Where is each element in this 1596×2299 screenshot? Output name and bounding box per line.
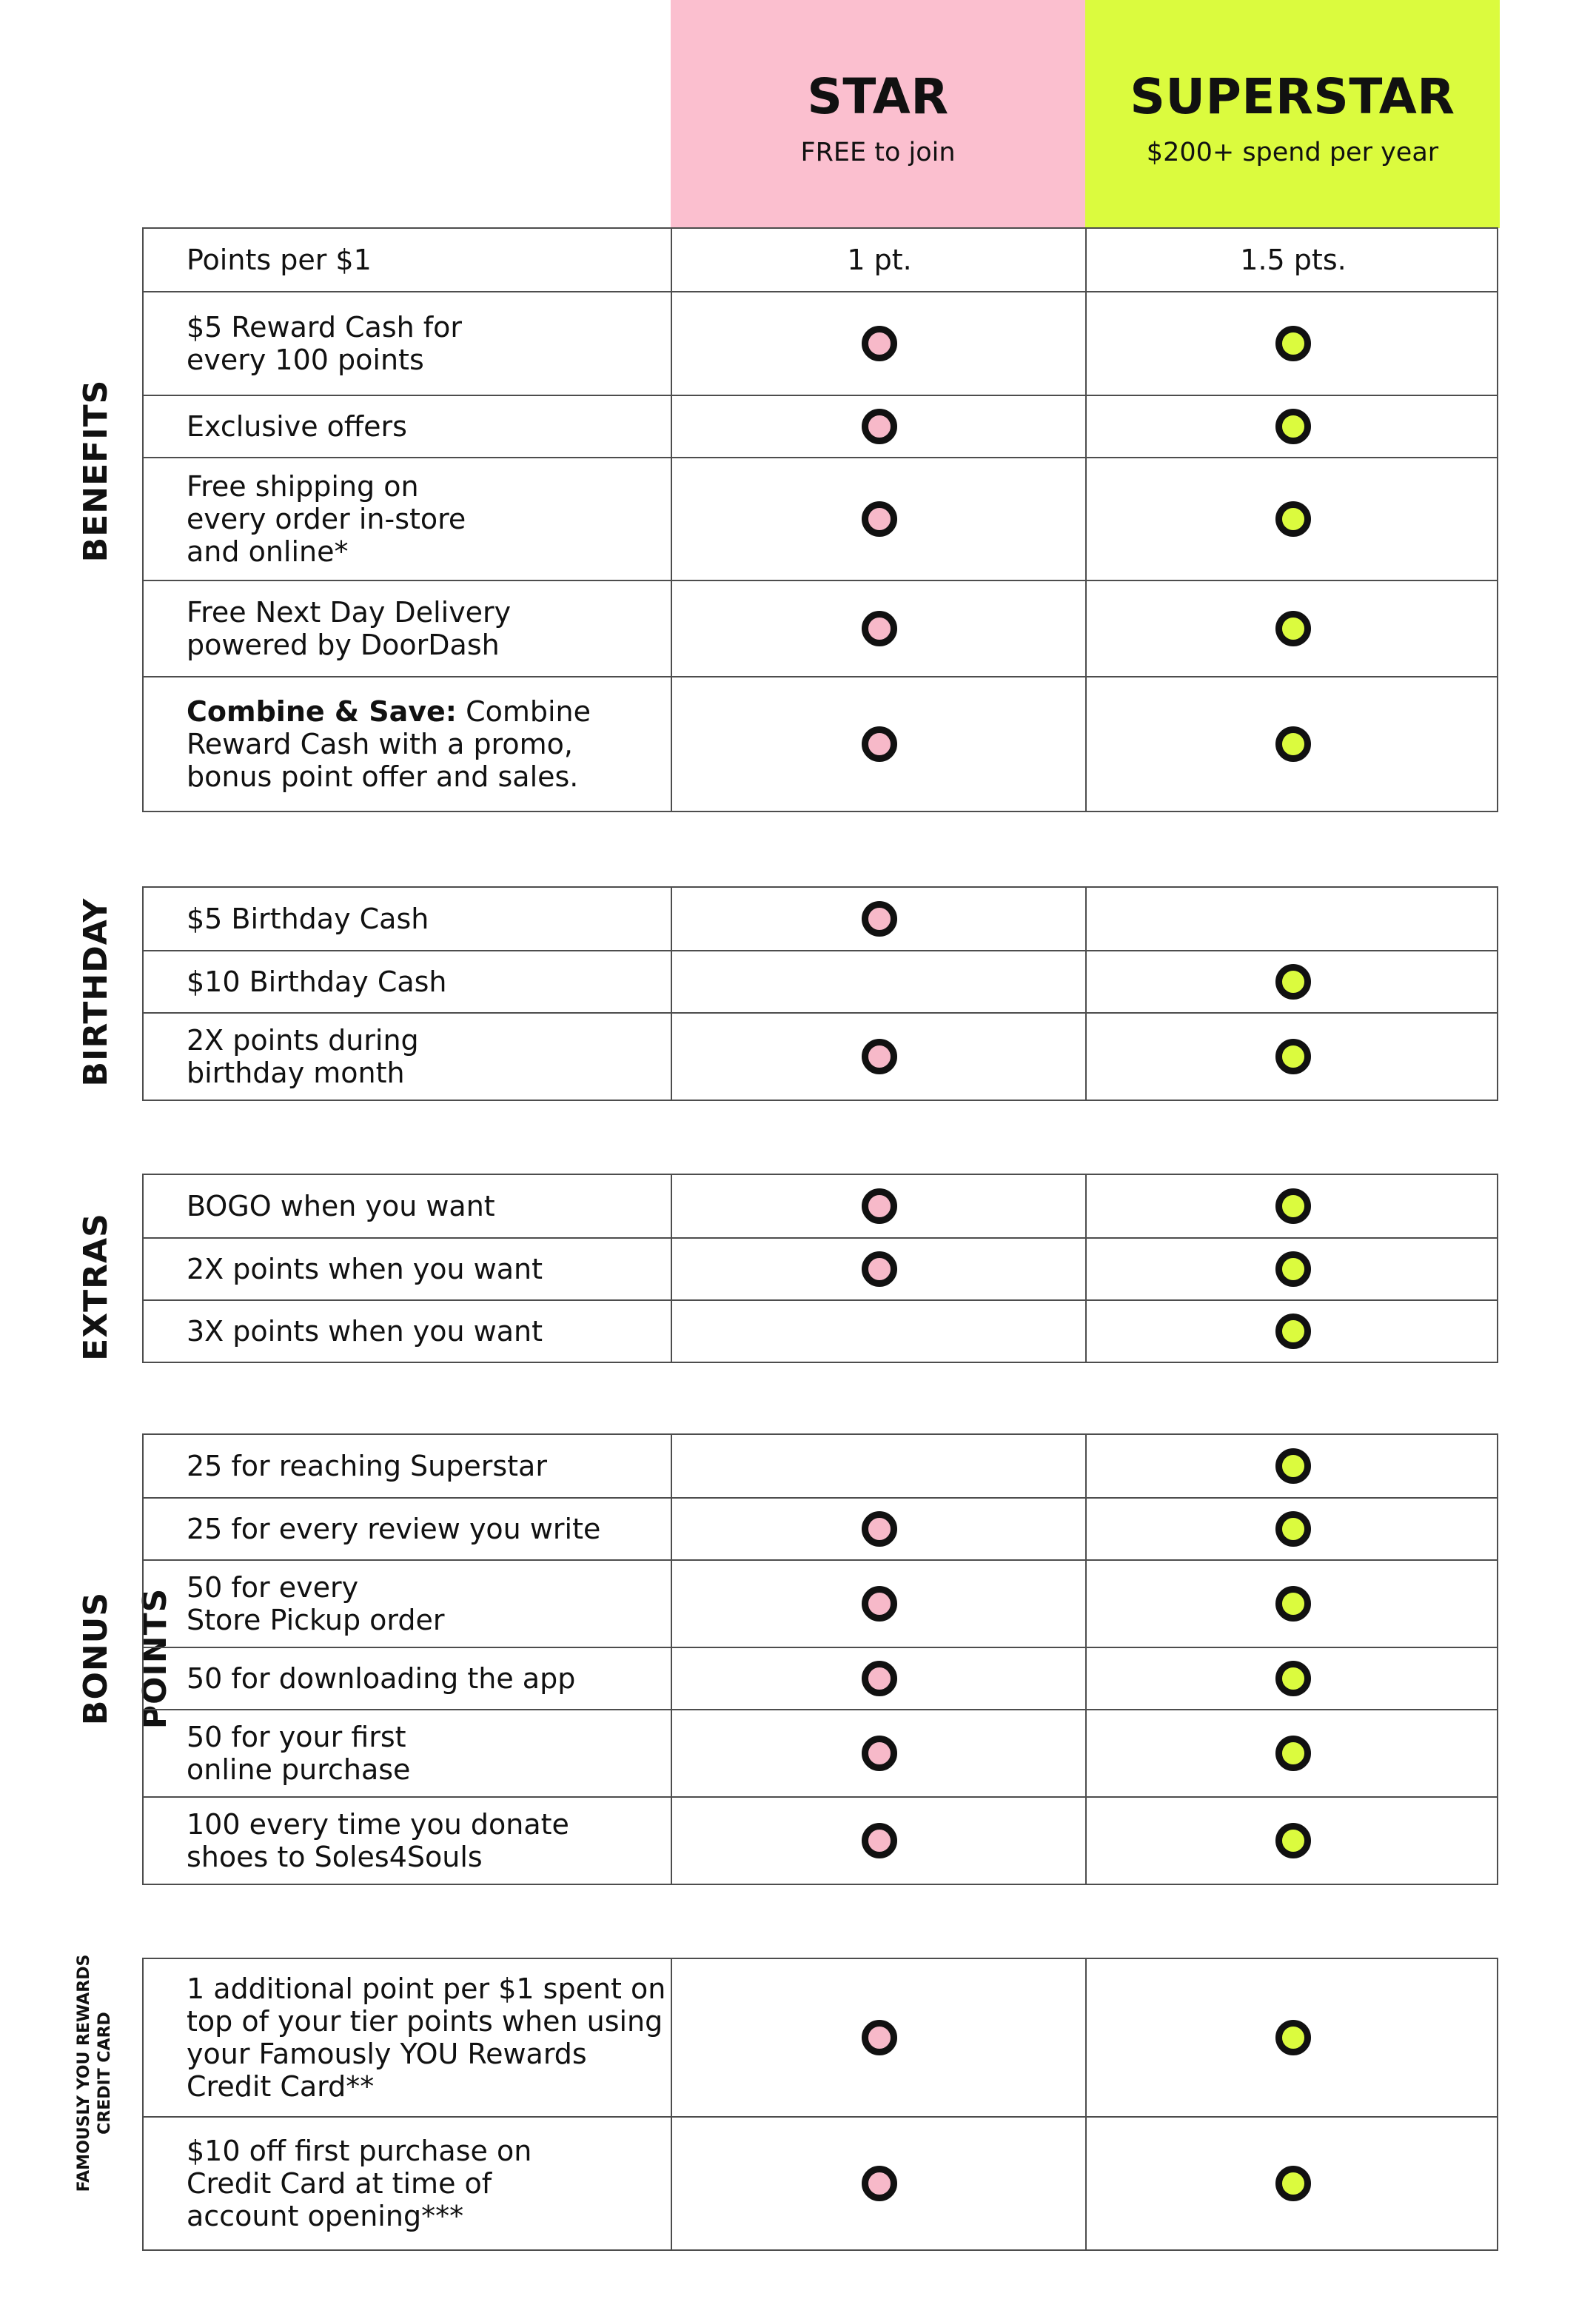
superstar-included-dot-icon: [1275, 501, 1311, 537]
table-row: [144, 1647, 1497, 1709]
superstar-cell: [1085, 458, 1500, 580]
star-cell: [671, 396, 1087, 457]
star-cell: [671, 1239, 1087, 1299]
row-label-text: 25 for reaching Superstar: [187, 1450, 547, 1482]
star-cell: [671, 2118, 1087, 2249]
birthday-section-label: BIRTHDAY: [77, 897, 115, 1087]
star-included-dot-icon: [862, 1586, 897, 1622]
row-label: [187, 244, 675, 276]
table-row: [144, 888, 1497, 950]
star-included-dot-icon: [862, 2020, 897, 2055]
row-label-text: BOGO when you want: [187, 1190, 495, 1222]
star-included-dot-icon: [862, 2166, 897, 2201]
benefits-section-label: BENEFITS: [77, 379, 115, 563]
row-label-text: $5 Birthday Cash: [187, 903, 429, 935]
superstar-included-dot-icon: [1275, 2020, 1311, 2055]
superstar-included-dot-icon: [1275, 1188, 1311, 1224]
star-included-dot-icon: [862, 1511, 897, 1547]
star-cell: [671, 581, 1087, 676]
superstar-cell: [1085, 888, 1500, 950]
row-label-text: 2X points during birthday month: [187, 1024, 419, 1089]
row-label: [187, 1721, 675, 1786]
table-row: [144, 1559, 1497, 1647]
star-included-dot-icon: [862, 611, 897, 646]
benefits-table: [142, 227, 1498, 812]
table-row: [144, 1497, 1497, 1559]
birthday-table: [142, 886, 1498, 1101]
credit-card-table: [142, 1958, 1498, 2251]
star-cell: [671, 1648, 1087, 1709]
superstar-included-dot-icon: [1275, 611, 1311, 646]
superstar-included-dot-icon: [1275, 1039, 1311, 1074]
superstar-cell: [1085, 677, 1500, 811]
superstar-cell: [1085, 1648, 1500, 1709]
superstar-cell: [1085, 292, 1500, 395]
table-row: [144, 229, 1497, 291]
superstar-included-dot-icon: [1275, 2166, 1311, 2201]
superstar-included-dot-icon: [1275, 1823, 1311, 1858]
star-cell: [671, 1301, 1087, 1362]
row-label: [187, 903, 675, 935]
extras-table: [142, 1174, 1498, 1363]
star-included-dot-icon: [862, 501, 897, 537]
table-row: [144, 1175, 1497, 1237]
superstar-tier-subtitle: $200+ spend per year: [1146, 138, 1439, 167]
row-label: [187, 1808, 675, 1873]
superstar-cell: [1085, 1014, 1500, 1100]
superstar-cell: [1085, 1435, 1500, 1497]
row-label: [187, 695, 675, 793]
row-label: [187, 470, 675, 568]
table-row: [144, 1299, 1497, 1362]
star-cell: [671, 888, 1087, 950]
star-cell: [671, 1561, 1087, 1647]
superstar-cell: [1085, 1798, 1500, 1884]
superstar-cell: [1085, 2118, 1500, 2249]
row-label-text: 100 every time you donate shoes to Soles4Souls: [187, 1808, 569, 1873]
superstar-cell: [1085, 1301, 1500, 1362]
table-row: [144, 1435, 1497, 1497]
superstar-cell: [1085, 1561, 1500, 1647]
superstar-cell: [1085, 1959, 1500, 2116]
superstar-included-dot-icon: [1275, 409, 1311, 444]
row-label-bold: Combine & Save:: [187, 695, 457, 728]
table-row: [144, 291, 1497, 395]
star-cell: [671, 951, 1087, 1012]
superstar-included-dot-icon: [1275, 964, 1311, 1000]
superstar-included-dot-icon: [1275, 1661, 1311, 1696]
superstar-included-dot-icon: [1275, 1586, 1311, 1622]
row-label: [187, 2135, 675, 2232]
row-label-text: Points per $1: [187, 244, 372, 276]
superstar-cell: [1085, 1499, 1500, 1559]
table-row: [144, 676, 1497, 811]
superstar-cell: [1085, 951, 1500, 1012]
row-label-text: 50 for your first online purchase: [187, 1721, 411, 1786]
row-label: [187, 1662, 675, 1695]
bonus-points-table: [142, 1433, 1498, 1885]
star-cell: [671, 458, 1087, 580]
star-tier-header: [671, 0, 1085, 228]
superstar-cell: [1085, 1239, 1500, 1299]
star-cell: [671, 1014, 1087, 1100]
table-row: [144, 395, 1497, 457]
superstar-included-dot-icon: [1275, 1251, 1311, 1287]
star-cell: [671, 1435, 1087, 1497]
table-row: [144, 1012, 1497, 1100]
table-row: [144, 1237, 1497, 1299]
row-label-text: 3X points when you want: [187, 1315, 543, 1348]
row-label: [187, 1972, 675, 2103]
star-included-dot-icon: [862, 901, 897, 937]
star-included-dot-icon: [862, 326, 897, 361]
credit-card-section-label: FAMOUSLY YOU REWARDS CREDIT CARD: [75, 1954, 114, 2192]
row-label: [187, 1315, 675, 1348]
star-included-dot-icon: [862, 1251, 897, 1287]
row-label-text: 50 for every Store Pickup order: [187, 1571, 445, 1636]
table-row: [144, 1796, 1497, 1884]
table-row: [144, 580, 1497, 676]
row-label-text: $10 Birthday Cash: [187, 966, 447, 998]
star-included-dot-icon: [862, 1039, 897, 1074]
bonus-points-section-label: BONUS POINTS: [77, 1587, 174, 1730]
row-label: [187, 1253, 675, 1285]
star-cell: [671, 1710, 1087, 1796]
superstar-cell: [1085, 1175, 1500, 1237]
row-label-text: Combine Reward Cash with a promo, bonus point offer and sales.: [187, 695, 591, 793]
row-label-text: 1 additional point per $1 spent on top of your tier points when using your Famously YOU Rewards Credit Card**: [187, 1972, 666, 2103]
row-label: [187, 1571, 675, 1636]
superstar-included-dot-icon: [1275, 1314, 1311, 1349]
row-label-text: $5 Reward Cash for every 100 points: [187, 311, 463, 376]
superstar-included-dot-icon: [1275, 1511, 1311, 1547]
star-included-dot-icon: [862, 1188, 897, 1224]
superstar-cell: [1085, 229, 1500, 291]
row-label: [187, 410, 675, 443]
row-label-text: $10 off first purchase on Credit Card at time of account opening***: [187, 2135, 532, 2232]
superstar-cell: [1085, 396, 1500, 457]
row-label: [187, 966, 675, 998]
row-label: [187, 1450, 675, 1482]
table-row: [144, 950, 1497, 1012]
row-label-text: Exclusive offers: [187, 410, 407, 443]
row-label-text: Free Next Day Delivery powered by DoorDash: [187, 596, 512, 661]
row-label-text: Free shipping on every order in-store and online*: [187, 470, 466, 568]
star-cell: [671, 1798, 1087, 1884]
star-cell: [671, 1175, 1087, 1237]
star-tier-name: STAR: [807, 68, 949, 125]
row-label-text: 25 for every review you write: [187, 1513, 601, 1545]
superstar-included-dot-icon: [1275, 726, 1311, 762]
superstar-tier-header: [1085, 0, 1500, 228]
star-cell: [671, 677, 1087, 811]
row-label: [187, 1024, 675, 1089]
superstar-cell: [1085, 581, 1500, 676]
star-tier-subtitle: FREE to join: [800, 138, 956, 167]
star-included-dot-icon: [862, 1736, 897, 1771]
table-row: [144, 1709, 1497, 1796]
superstar-included-dot-icon: [1275, 1448, 1311, 1484]
superstar-included-dot-icon: [1275, 1736, 1311, 1771]
star-cell: [671, 292, 1087, 395]
table-row: [144, 2116, 1497, 2249]
star-cell: [671, 1499, 1087, 1559]
row-label-text: 2X points when you want: [187, 1253, 543, 1285]
star-value: 1 pt.: [847, 244, 912, 276]
row-label: [187, 311, 675, 376]
extras-section-label: EXTRAS: [77, 1213, 115, 1361]
star-cell: [671, 229, 1087, 291]
row-label: [187, 1513, 675, 1545]
superstar-cell: [1085, 1710, 1500, 1796]
row-label: [187, 596, 675, 661]
superstar-tier-name: SUPERSTAR: [1130, 68, 1455, 125]
superstar-included-dot-icon: [1275, 326, 1311, 361]
star-included-dot-icon: [862, 1661, 897, 1696]
star-included-dot-icon: [862, 1823, 897, 1858]
star-included-dot-icon: [862, 409, 897, 444]
star-cell: [671, 1959, 1087, 2116]
star-included-dot-icon: [862, 726, 897, 762]
table-row: [144, 1959, 1497, 2116]
row-label: [187, 1190, 675, 1222]
superstar-value: 1.5 pts.: [1240, 244, 1347, 276]
table-row: [144, 457, 1497, 580]
row-label-text: 50 for downloading the app: [187, 1662, 576, 1695]
